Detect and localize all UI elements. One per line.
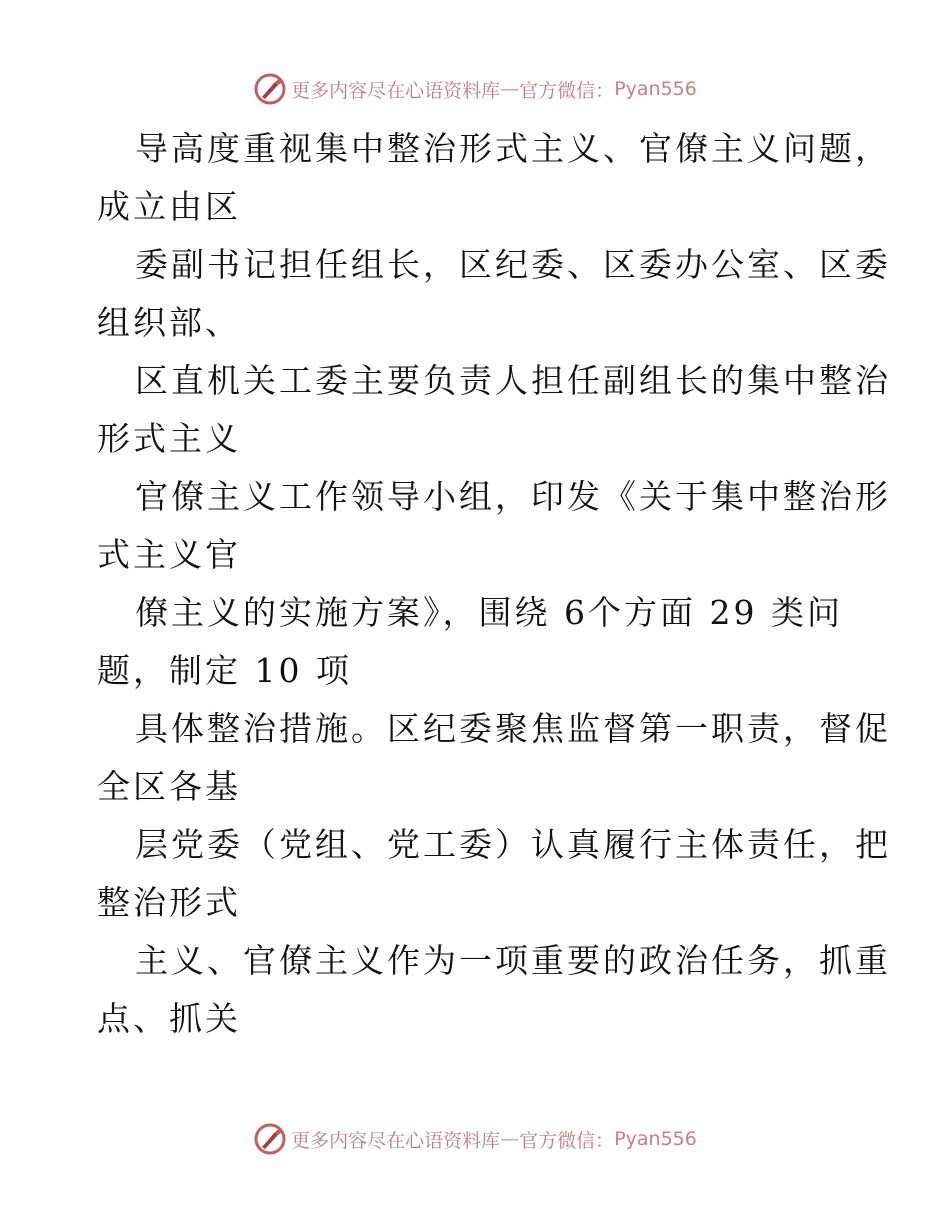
document-body: [97, 120, 891, 1048]
paragraph-line: 点、抓关: [97, 999, 241, 1038]
paragraph-line: 组织部、: [97, 303, 241, 342]
header-watermark: [0, 71, 950, 107]
paragraph: [97, 468, 891, 584]
watermark-separator: —: [500, 78, 520, 100]
paragraph-line: 区直机关工委主要负责人担任副组长的集中整治: [135, 361, 891, 400]
paragraph-line: 整治形式: [97, 883, 241, 922]
paragraph-line: 题，制定 10 项: [97, 651, 352, 690]
paragraph-line: 式主义官: [97, 535, 241, 574]
paragraph: [97, 352, 891, 468]
paragraph: [97, 584, 867, 700]
watermark-text: 更多内容尽在心语资料库: [291, 1129, 501, 1152]
paragraph-line: 具体整治措施。区纪委聚焦监督第一职责，督促: [135, 709, 891, 748]
paragraph-line: 主义、官僚主义作为一项重要的政治任务，抓重: [135, 941, 891, 980]
watermark-text: 更多内容尽在心语资料库: [291, 79, 501, 102]
footer-watermark: [0, 1121, 950, 1157]
paragraph-line: 成立由区: [97, 187, 241, 226]
paragraph-line: 僚主义的实施方案》，围绕 6个方面 29 类问: [135, 593, 843, 632]
paragraph: [97, 816, 891, 932]
paragraph: [97, 932, 891, 1048]
paragraph: [97, 120, 891, 236]
paragraph-line: 委副书记担任组长，区纪委、区委办公室、区委: [135, 245, 891, 284]
paragraph-line: 全区各基: [97, 767, 241, 806]
watermark-wechat-id: Pyan556: [614, 78, 697, 100]
watermark-wechat-label: 官方微信：: [519, 1129, 615, 1152]
watermark-wechat-label: 官方微信：: [519, 79, 615, 102]
paragraph-line: 官僚主义工作领导小组，印发《关于集中整治形: [135, 477, 891, 516]
paragraph: [97, 700, 891, 816]
watermark-wechat-id: Pyan556: [614, 1128, 697, 1150]
paragraph-line: 层党委（党组、党工委）认真履行主体责任，把: [135, 825, 891, 864]
paragraph-line: 导高度重视集中整治形式主义、官僚主义问题，: [135, 129, 891, 168]
watermark-separator: —: [500, 1128, 520, 1150]
paragraph: [97, 236, 891, 352]
paragraph-line: 形式主义: [97, 419, 241, 458]
pen-logo-icon: [253, 72, 287, 106]
pen-logo-icon: [253, 1122, 287, 1156]
